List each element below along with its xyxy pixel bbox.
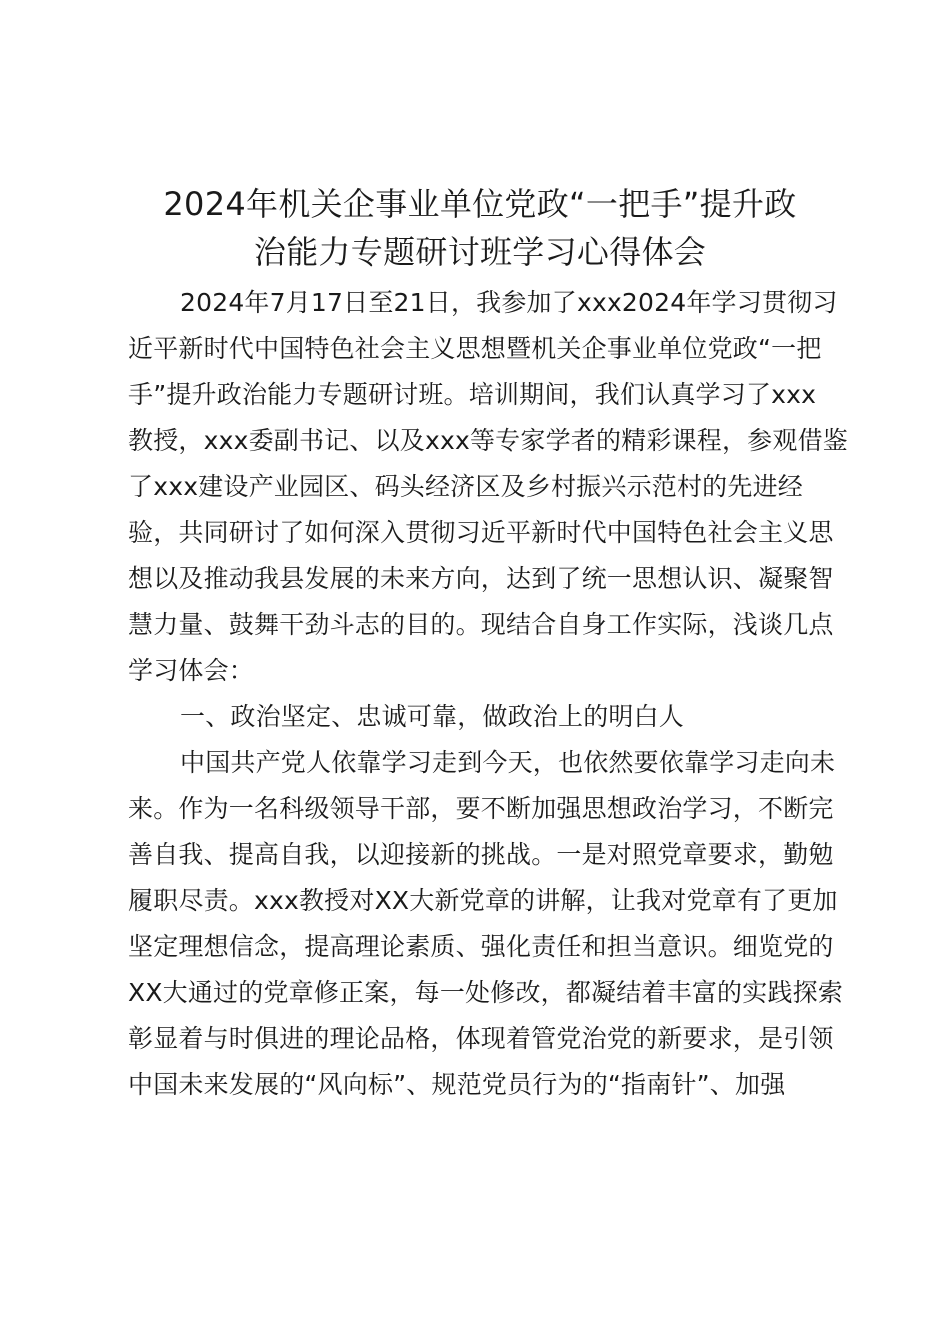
- text-line: 手”提升政治能力专题研讨班。培训期间，我们认真学习了xxx: [128, 380, 817, 409]
- title-line-1: 2024年机关企事业单位党政“一把手”提升政: [163, 185, 797, 223]
- text-line: 验，共同研讨了如何深入贯彻习近平新时代中国特色社会主义思: [128, 518, 834, 547]
- text-line: 了xxx建设产业园区、码头经济区及乡村振兴示范村的先进经: [128, 472, 803, 501]
- text-line: 中国未来发展的“风向标”、规范党员行为的“指南针”、加强: [128, 1070, 786, 1099]
- text-line: 想以及推动我县发展的未来方向，达到了统一思想认识、凝聚智: [128, 564, 834, 593]
- paragraph-intro: [128, 280, 868, 694]
- text-line: 2024年7月17日至21日，我参加了xxx2024年学习贯彻习: [180, 288, 838, 317]
- text-line: 近平新时代中国特色社会主义思想暨机关企事业单位党政“一把: [128, 334, 822, 363]
- text-line: 履职尽责。xxx教授对XX大新党章的讲解，让我对党章有了更加: [128, 886, 838, 915]
- text-line: 中国共产党人依靠学习走到今天，也依然要依靠学习走向未: [180, 748, 836, 777]
- text-line: 学习体会：: [128, 656, 255, 685]
- text-line: 慧力量、鼓舞干劲斗志的目的。现结合自身工作实际，浅谈几点: [128, 610, 834, 639]
- text-line: 彰显着与时俱进的理论品格，体现着管党治党的新要求，是引领: [128, 1024, 834, 1053]
- text-line: 坚定理想信念，提高理论素质、强化责任和担当意识。细览党的: [128, 932, 834, 961]
- title-line-2: 治能力专题研讨班学习心得体会: [253, 233, 707, 271]
- text-line: 教授，xxx委副书记、以及xxx等专家学者的精彩课程，参观借鉴: [128, 426, 848, 455]
- section-heading-1: 一、政治坚定、忠诚可靠，做政治上的明白人: [180, 702, 685, 731]
- text-line: XX大通过的党章修正案，每一处修改，都凝结着丰富的实践探索: [128, 978, 844, 1007]
- text-line: 善自我、提高自我，以迎接新的挑战。一是对照党章要求，勤勉: [128, 840, 834, 869]
- text-line: 来。作为一名科级领导干部，要不断加强思想政治学习，不断完: [128, 794, 834, 823]
- paragraph-section-1: [128, 740, 868, 1108]
- document-body: [128, 280, 868, 1108]
- document-title: [100, 180, 860, 276]
